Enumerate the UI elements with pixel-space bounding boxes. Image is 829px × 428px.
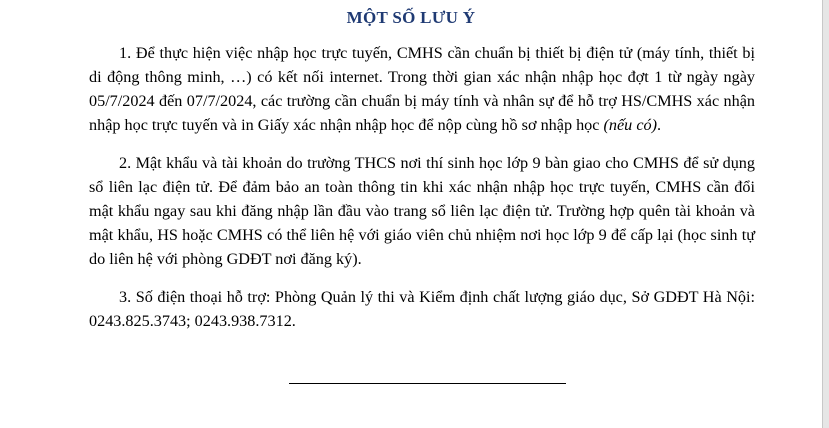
document-body (89, 41, 755, 333)
document-title: MỘT SỐ LƯU Ý (346, 8, 476, 27)
note-paragraph-1 (89, 41, 755, 137)
note-paragraph-3-text: 3. Số điện thoại hỗ trợ: Phòng Quản lý thi và Kiểm định chất lượng giáo dục, Sở GDĐT Hà Nội: 0243.825.3743; 0243.938.7312. (89, 288, 755, 330)
note-paragraph-3 (89, 285, 755, 333)
note-paragraph-1-italic: (nếu có) (603, 116, 657, 134)
page-edge (822, 0, 829, 428)
note-paragraph-2 (89, 151, 755, 271)
note-paragraph-1-end: . (657, 116, 662, 134)
note-paragraph-1-text: 1. Để thực hiện việc nhập học trực tuyến, CMHS cần chuẩn bị thiết bị điện tử (máy tính, thiết bị di động thông minh, …) có kết nối internet. Trong thời gian xác nhận nhập học đợt 1 từ ngày ngày 05/7/2024 đến 07/7/2024, các trường cần chuẩn bị máy tính và nhân sự để hỗ trợ HS/CMHS xác nhận nhập học trực tuyến và in Giấy xác nhận nhập học để nộp cùng hồ sơ nhập học (89, 44, 755, 134)
note-paragraph-2-text: 2. Mật khẩu và tài khoản do trường THCS nơi thí sinh học lớp 9 bàn giao cho CMHS để sử dụng sổ liên lạc điện tử. Để đảm bảo an toàn thông tin khi xác nhận nhập học trực tuyến, CMHS cần đổi mật khẩu ngay sau khi đăng nhập lần đầu vào trang sổ liên lạc điện tử. Trường hợp quên tài khoản và mật khẩu, HS hoặc CMHS có thể liên hệ với giáo viên chủ nhiệm nơi học lớp 9 để cấp lại (học sinh tự do liên hệ với phòng GDĐT nơi đăng ký). (89, 154, 755, 268)
divider-line (289, 383, 566, 384)
